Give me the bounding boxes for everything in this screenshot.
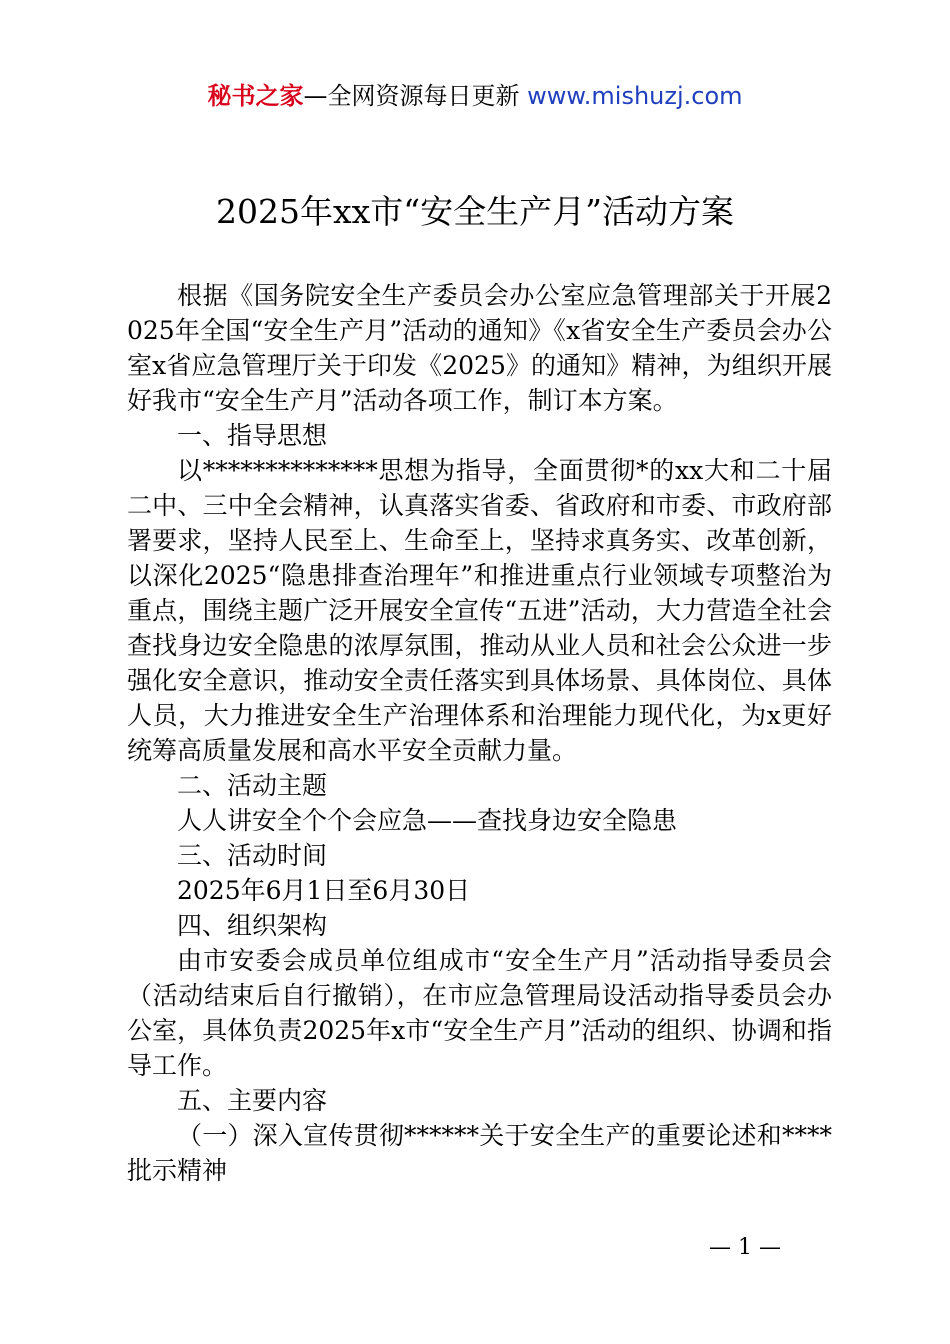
paragraph: 以**************思想为指导，全面贯彻*的xx大和二十届二中、三中全会精神，认真落实省委、省政府和市委、市政府部署要求，坚持人民至上、生命至上，坚持求真务实、改革创新，以深化2025“隐患排查治理年”和推进重点行业领域专项整治为重点，围绕主题广泛开展安全宣传“五进”活动，大力营造全社会查找身边安全隐患的浓厚氛围，推动从业人员和社会公众进一步强化安全意识，推动安全责任落实到具体场景、具体岗位、具体人员，大力推进安全生产治理体系和治理能力现代化，为x更好统筹高质量发展和高水平安全贡献力量。 [127,456,832,765]
paragraph: 2025年6月1日至6月30日 [177,876,471,905]
section-heading: 四、组织架构 [177,911,328,940]
document-title: 2025年xx市“安全生产月”活动方案 [216,192,734,231]
section-heading: 一、指导思想 [177,421,328,450]
section-heading: 二、活动主题 [177,771,328,800]
section-heading: 五、主要内容 [177,1086,328,1115]
document-body [127,278,832,1188]
banner-url-link[interactable]: www.mishuzj.com [527,82,743,110]
banner-tagline: —全网资源每日更新 [303,82,528,110]
brand-name: 秘书之家 [207,82,304,110]
subsection-heading: （一）深入宣传贯彻******关于安全生产的重要论述和****批示精神 [127,1121,832,1185]
section-heading: 三、活动时间 [177,841,328,870]
paragraph: 由市安委会成员单位组成市“安全生产月”活动指导委员会（活动结束后自行撤销），在市应急管理局设活动指导委员会办公室，具体负责2025年x市“安全生产月”活动的组织、协调和指导工作。 [127,946,832,1080]
paragraph: 人人讲安全个个会应急——查找身边安全隐患 [177,806,678,835]
page-number: — 1 — [709,1235,781,1260]
site-banner [0,80,950,112]
paragraph: 根据《国务院安全生产委员会办公室应急管理部关于开展2025年全国“安全生产月”活动的通知》《x省安全生产委员会办公室x省应急管理厅关于印发《2025》的通知》精神，为组织开展好我市“安全生产月”活动各项工作，制订本方案。 [127,281,832,415]
